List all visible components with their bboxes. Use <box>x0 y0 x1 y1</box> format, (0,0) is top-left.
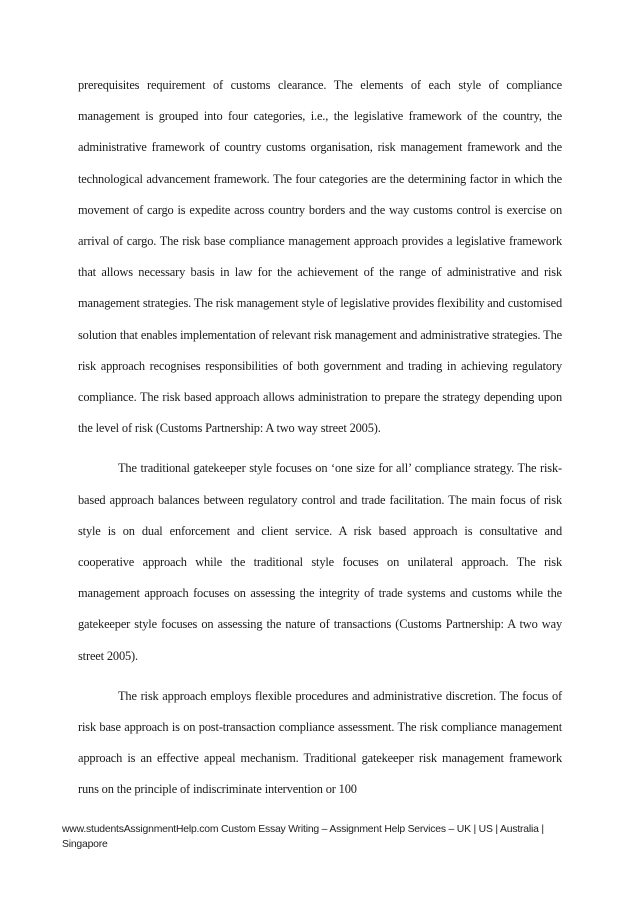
paragraph-3: The risk approach employs flexible procedures and administrative discretion. The focus of risk base approach is on post-transaction compliance assessment. The risk compliance management approach is an effective appeal mechanism. Traditional gatekeeper risk management framework runs on the principle of indiscriminate intervention or 100 <box>78 688 562 797</box>
document-body <box>78 70 562 806</box>
paragraph-2: The traditional gatekeeper style focuses on ‘one size for all’ compliance strategy. The risk-based approach balances between regulatory control and trade facilitation. The main focus of risk style is on dual enforcement and client service. A risk based approach is consultative and cooperative approach while the traditional style focuses on unilateral approach. The risk management approach focuses on assessing the integrity of trade systems and customs while the gatekeeper style focuses on assessing the nature of transactions (Customs Partnership: A two way street 2005). <box>78 461 562 663</box>
paragraph-1: prerequisites requirement of customs clearance. The elements of each style of compliance management is grouped into four categories, i.e., the legislative framework of the country, the administrative framework of country customs organisation, risk management framework and the technological advancement framework. The four categories are the determining factor in which the movement of cargo is expedite across country borders and the way customs control is exercise on arrival of cargo. The risk base compliance management approach provides a legislative framework that allows necessary basis in law for the achievement of the range of administrative and risk management strategies. The risk management style of legislative provides flexibility and customised solution that enables implementation of relevant risk management and administrative strategies. The risk approach recognises responsibilities of both government and trading in achieving regulatory compliance. The risk based approach allows administration to prepare the strategy depending upon the level of risk (Customs Partnership: A two way street 2005). <box>78 78 562 436</box>
page-footer: www.studentsAssignmentHelp.com Custom Essay Writing – Assignment Help Services – UK | US | Australia | Singapore <box>62 824 544 850</box>
